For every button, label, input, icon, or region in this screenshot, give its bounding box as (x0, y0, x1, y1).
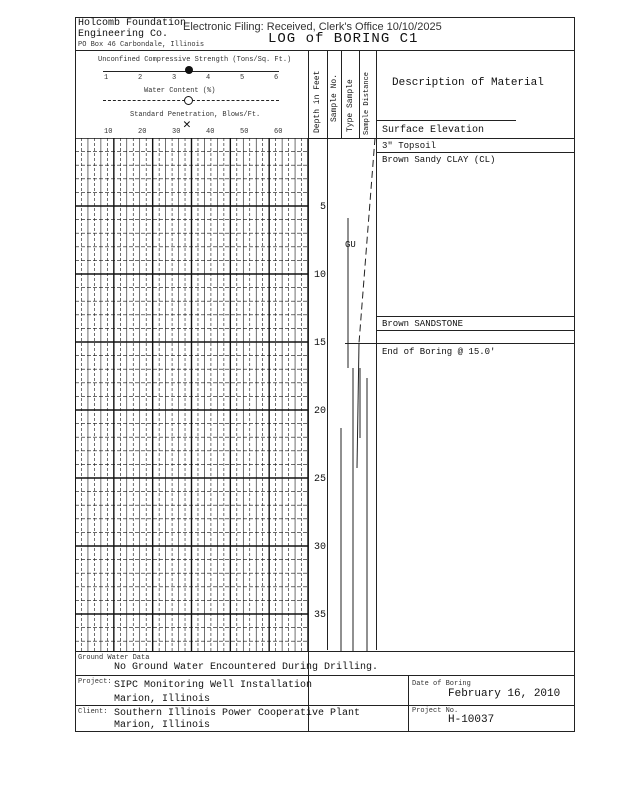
project-name: SIPC Monitoring Well Installation (114, 680, 313, 691)
project-no-value: H-10037 (448, 714, 495, 726)
topsoil-rule (376, 152, 575, 153)
footer-divider (408, 675, 409, 732)
end-of-boring-rule (345, 343, 575, 344)
footer-top-rule (75, 651, 575, 652)
water-content-marker (184, 96, 193, 105)
ucs-tick-label: 2 (138, 74, 143, 82)
spt-tick-label: 60 (274, 128, 283, 136)
sample-no-col-border (341, 50, 342, 138)
depth-label: 35 (313, 610, 326, 621)
date-value: February 16, 2010 (448, 688, 561, 700)
ground-water-value: No Ground Water Encountered During Drilling. (114, 662, 379, 673)
ground-water-label: Ground Water Data (78, 654, 150, 662)
description-header: Description of Material (392, 77, 544, 89)
company-name-line2: Engineering Co. (78, 29, 169, 40)
sample-distance-column-header: Sample Distance (363, 71, 371, 135)
client-name: Southern Illinois Power Cooperative Plant (114, 708, 361, 719)
depth-label: 30 (313, 542, 326, 553)
clay-bottom-rule (376, 316, 575, 317)
ucs-scale-ticks (100, 74, 290, 84)
sandstone-top-rule (376, 330, 575, 331)
depth-label: 20 (313, 406, 326, 417)
ucs-label: Unconfined Compressive Strength (Tons/Sq. Ft.) (98, 56, 292, 64)
gw-rule (75, 675, 575, 676)
spt-tick-label: 20 (138, 128, 147, 136)
end-of-boring-note: End of Boring @ 15.0' (382, 347, 496, 357)
spt-label: Standard Penetration, Blows/Ft. (130, 111, 261, 119)
project-label: Project: (78, 678, 112, 686)
spt-tick-label: 30 (172, 128, 181, 136)
spt-scale-ticks (100, 128, 290, 138)
project-rule (75, 705, 575, 706)
depth-column-header: Depth in Feet (313, 70, 322, 133)
grid-right-border (308, 50, 309, 732)
spt-tick-label: 40 (206, 128, 215, 136)
ucs-legend-marker (185, 66, 193, 74)
company-name-line1: Holcomb Foundation (78, 18, 187, 29)
filing-stamp: Electronic Filing: Received, Clerk's Office 10/10/2025 (183, 21, 442, 33)
description-col-border (376, 50, 377, 650)
project-location: Marion, Illinois (114, 694, 211, 705)
log-title: LOG of BORING C1 (268, 31, 419, 47)
boring-profile-lines (327, 138, 376, 651)
sample-type-label: GU (345, 240, 356, 250)
sample-no-column-header: Sample No. (330, 73, 339, 122)
spt-tick-label: 50 (240, 128, 249, 136)
company-address: PO Box 46 Carbondale, Illinois (78, 41, 205, 49)
surface-elevation: Surface Elevation (382, 125, 485, 136)
client-location: Marion, Illinois (114, 720, 211, 731)
depth-label: 5 (319, 202, 326, 213)
sandstone-description: Brown SANDSTONE (382, 319, 464, 329)
surface-rule (376, 120, 516, 121)
depth-label: 10 (313, 270, 326, 281)
plot-grid (75, 138, 308, 651)
depth-label: 15 (313, 338, 326, 349)
header-rule (75, 50, 575, 51)
spt-tick-label: 10 (104, 128, 113, 136)
ucs-tick-label: 1 (104, 74, 109, 82)
ucs-tick-label: 4 (206, 74, 211, 82)
sample-type-column-header: Type Sample (346, 79, 355, 132)
spt-marker-icon: ✕ (183, 117, 191, 132)
sample-type-col-border (359, 50, 360, 138)
ucs-tick-label: 3 (172, 74, 177, 82)
date-label: Date of Boring (412, 680, 471, 688)
water-content-label: Water Content (%) (144, 87, 216, 95)
topsoil-description: 3" Topsoil (382, 141, 437, 151)
project-no-label: Project No. (412, 707, 459, 715)
clay-description: Brown Sandy CLAY (CL) (382, 155, 496, 165)
depth-label: 25 (313, 474, 326, 485)
client-label: Client: (78, 708, 108, 716)
ucs-tick-label: 6 (274, 74, 279, 82)
ucs-tick-label: 5 (240, 74, 245, 82)
